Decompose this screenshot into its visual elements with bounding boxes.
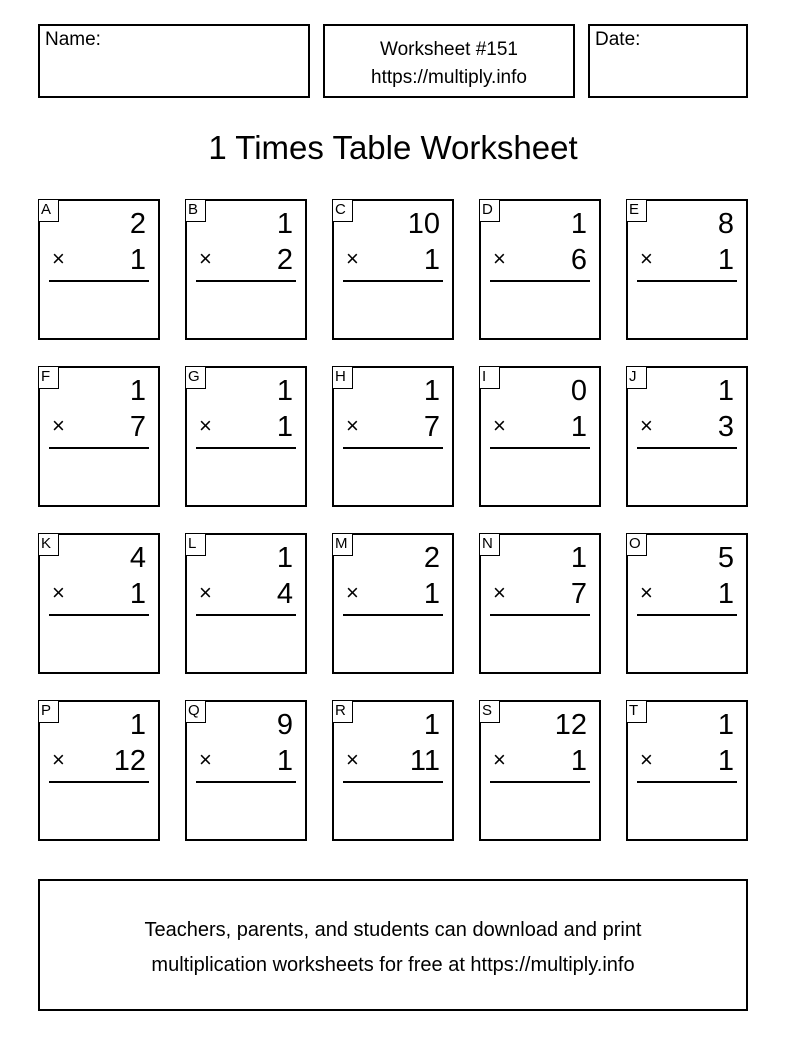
times-sign: × <box>52 580 65 605</box>
multiplier: 1 <box>717 745 734 777</box>
multiplier: 1 <box>717 578 734 610</box>
answer-line <box>637 447 737 449</box>
multiplicand: 1 <box>129 709 146 741</box>
answer-line <box>490 781 590 783</box>
multiplier: 1 <box>717 244 734 276</box>
answer-line <box>49 280 149 282</box>
problem-letter: C <box>332 199 353 222</box>
answer-line <box>490 447 590 449</box>
problem-letter: I <box>479 366 500 389</box>
multiplier: 1 <box>570 411 587 443</box>
worksheet-info-box <box>323 24 575 98</box>
problem-letter: T <box>626 700 647 723</box>
name-label: Name: <box>45 29 101 50</box>
multiplicand: 0 <box>570 375 587 407</box>
problem-card <box>38 700 160 841</box>
problem-letter: F <box>38 366 59 389</box>
multiplier: 3 <box>717 411 734 443</box>
multiplicand: 1 <box>276 208 293 240</box>
problem-card <box>626 199 748 340</box>
answer-line <box>49 447 149 449</box>
times-sign: × <box>52 413 65 438</box>
name-box <box>38 24 310 98</box>
times-sign: × <box>640 747 653 772</box>
times-sign: × <box>640 246 653 271</box>
multiplier: 7 <box>423 411 440 443</box>
multiplier: 7 <box>570 578 587 610</box>
multiplicand: 4 <box>129 542 146 574</box>
times-sign: × <box>346 413 359 438</box>
answer-line <box>196 614 296 616</box>
times-sign: × <box>52 747 65 772</box>
problem-card <box>185 199 307 340</box>
date-box <box>588 24 748 98</box>
times-sign: × <box>346 747 359 772</box>
times-sign: × <box>493 580 506 605</box>
multiplier: 1 <box>276 411 293 443</box>
worksheet-url: https://multiply.info <box>371 67 527 88</box>
multiplier: 4 <box>276 578 293 610</box>
times-sign: × <box>199 580 212 605</box>
problem-card <box>38 533 160 674</box>
answer-line <box>637 280 737 282</box>
multiplicand: 2 <box>423 542 440 574</box>
times-sign: × <box>640 413 653 438</box>
page-title: 1 Times Table Worksheet <box>208 129 578 166</box>
problem-card <box>479 366 601 507</box>
problem-letter: P <box>38 700 59 723</box>
problem-letter: H <box>332 366 353 389</box>
problem-card <box>332 366 454 507</box>
problem-letter: L <box>185 533 206 556</box>
multiplier: 2 <box>276 244 293 276</box>
problem-letter: B <box>185 199 206 222</box>
answer-line <box>490 280 590 282</box>
multiplicand: 5 <box>717 542 734 574</box>
answer-line <box>49 781 149 783</box>
answer-line <box>196 280 296 282</box>
multiplier: 11 <box>409 745 440 777</box>
problem-letter: N <box>479 533 500 556</box>
problem-card <box>626 366 748 507</box>
problem-letter: Q <box>185 700 206 723</box>
footer-line-1: Teachers, parents, and students can download and print <box>144 919 642 941</box>
times-sign: × <box>199 246 212 271</box>
multiplicand: 1 <box>276 542 293 574</box>
times-sign: × <box>199 413 212 438</box>
answer-line <box>343 447 443 449</box>
multiplicand: 1 <box>423 709 440 741</box>
footer-line-2: multiplication worksheets for free at https://multiply.info <box>151 954 635 976</box>
problem-letter: A <box>38 199 59 222</box>
multiplicand: 1 <box>717 709 734 741</box>
multiplier: 1 <box>276 745 293 777</box>
multiplier: 1 <box>129 244 146 276</box>
problem-card <box>626 533 748 674</box>
multiplier: 6 <box>570 244 587 276</box>
answer-line <box>490 614 590 616</box>
problem-letter: O <box>626 533 647 556</box>
multiplicand: 1 <box>276 375 293 407</box>
times-sign: × <box>199 747 212 772</box>
multiplicand: 2 <box>129 208 146 240</box>
multiplicand: 1 <box>129 375 146 407</box>
multiplicand: 1 <box>717 375 734 407</box>
multiplicand: 1 <box>570 208 587 240</box>
problem-card <box>185 700 307 841</box>
answer-line <box>343 280 443 282</box>
problem-letter: G <box>185 366 206 389</box>
problem-card <box>332 700 454 841</box>
problem-letter: J <box>626 366 647 389</box>
answer-line <box>637 781 737 783</box>
footer-box <box>38 879 748 1011</box>
multiplier: 12 <box>113 745 146 777</box>
problem-letter: S <box>479 700 500 723</box>
problem-card <box>38 366 160 507</box>
problem-letter: R <box>332 700 353 723</box>
problem-card <box>38 199 160 340</box>
answer-line <box>637 614 737 616</box>
problem-card <box>479 700 601 841</box>
times-sign: × <box>640 580 653 605</box>
multiplier: 7 <box>129 411 146 443</box>
multiplicand: 10 <box>407 208 440 240</box>
times-sign: × <box>346 246 359 271</box>
answer-line <box>343 781 443 783</box>
times-sign: × <box>493 413 506 438</box>
multiplicand: 1 <box>423 375 440 407</box>
problem-card <box>479 199 601 340</box>
multiplier: 1 <box>570 745 587 777</box>
times-sign: × <box>52 246 65 271</box>
problem-letter: D <box>479 199 500 222</box>
problem-letter: M <box>332 533 353 556</box>
times-sign: × <box>493 246 506 271</box>
multiplicand: 8 <box>717 208 734 240</box>
date-label: Date: <box>595 29 641 50</box>
answer-line <box>196 447 296 449</box>
answer-line <box>343 614 443 616</box>
answer-line <box>196 781 296 783</box>
problem-card <box>479 533 601 674</box>
problem-card <box>185 533 307 674</box>
problem-letter: E <box>626 199 647 222</box>
multiplier: 1 <box>129 578 146 610</box>
answer-line <box>49 614 149 616</box>
problem-card <box>332 533 454 674</box>
times-sign: × <box>493 747 506 772</box>
problem-card <box>626 700 748 841</box>
multiplier: 1 <box>423 244 440 276</box>
worksheet-number: Worksheet #151 <box>379 39 518 60</box>
multiplicand: 1 <box>570 542 587 574</box>
problem-card <box>332 199 454 340</box>
times-sign: × <box>346 580 359 605</box>
problem-card <box>185 366 307 507</box>
problem-letter: K <box>38 533 59 556</box>
multiplier: 1 <box>423 578 440 610</box>
multiplicand: 9 <box>276 709 293 741</box>
multiplicand: 12 <box>554 709 587 741</box>
